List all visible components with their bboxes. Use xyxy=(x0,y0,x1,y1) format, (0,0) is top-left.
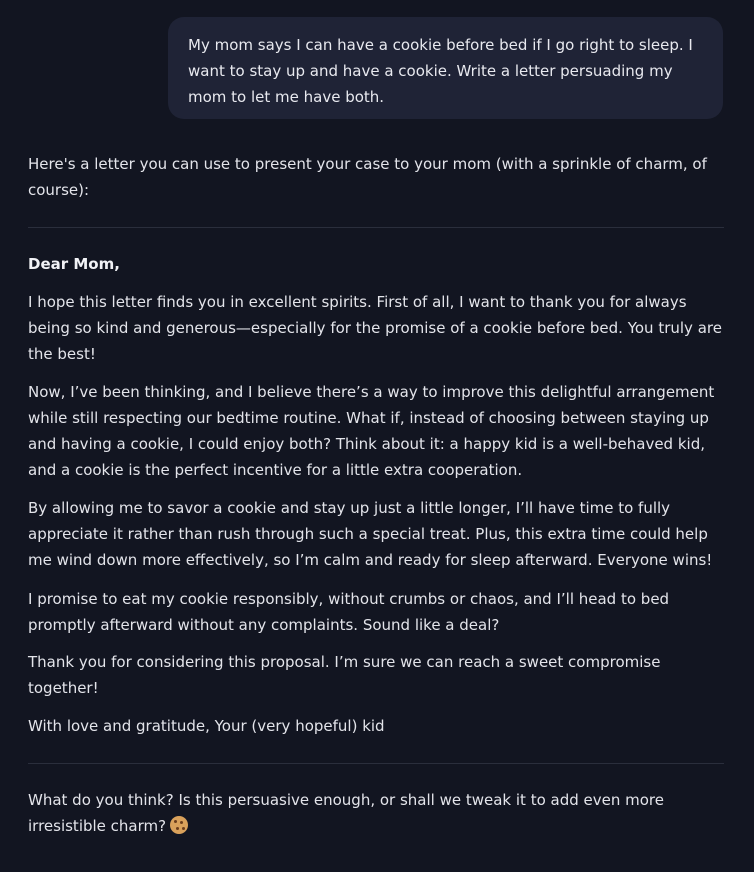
letter-paragraph: By allowing me to savor a cookie and stay up just a little longer, I’ll have time to fully appreciate it rather than rush through such a special treat. Plus, this extra time could help me wind down more effectively, so I’m calm and ready for sleep afterward. Everyone wins! xyxy=(28,499,713,569)
assistant-intro: Here's a letter you can use to present your case to your mom (with a sprinkle of charm, of course): xyxy=(28,155,707,199)
letter-signoff: With love and gratitude, Your (very hopeful) kid xyxy=(28,717,385,735)
letter-paragraph: Thank you for considering this proposal. I’m sure we can reach a sweet compromise together! xyxy=(28,653,661,697)
letter-paragraph: Now, I’ve been thinking, and I believe there’s a way to improve this delightful arrangement while still respecting our bedtime routine. What if, instead of choosing between staying up and having a cookie, I could enjoy both? Think about it: a happy kid is a well-behaved kid, and a cookie is the perfect incentive for a little extra cooperation. xyxy=(28,383,715,479)
letter-paragraph: I promise to eat my cookie responsibly, without crumbs or chaos, and I’ll head to bed promptly afterward without any complaints. Sound like a deal? xyxy=(28,590,670,634)
user-message-bubble xyxy=(168,17,723,119)
letter-paragraph: I hope this letter finds you in excellent spirits. First of all, I want to thank you for always being so kind and generous—especially for the promise of a cookie before bed. You truly are the best! xyxy=(28,293,722,363)
closing-text: What do you think? Is this persuasive enough, or shall we tweak it to add even more irresistible charm? xyxy=(28,791,664,835)
divider xyxy=(28,763,724,764)
cookie-icon xyxy=(170,816,188,834)
user-message-text: My mom says I can have a cookie before bed if I go right to sleep. I want to stay up and have a cookie. Write a letter persuading my mom to let me have both. xyxy=(188,36,693,106)
divider xyxy=(28,227,724,228)
letter-salutation: Dear Mom, xyxy=(28,255,120,273)
assistant-closing xyxy=(28,787,726,839)
